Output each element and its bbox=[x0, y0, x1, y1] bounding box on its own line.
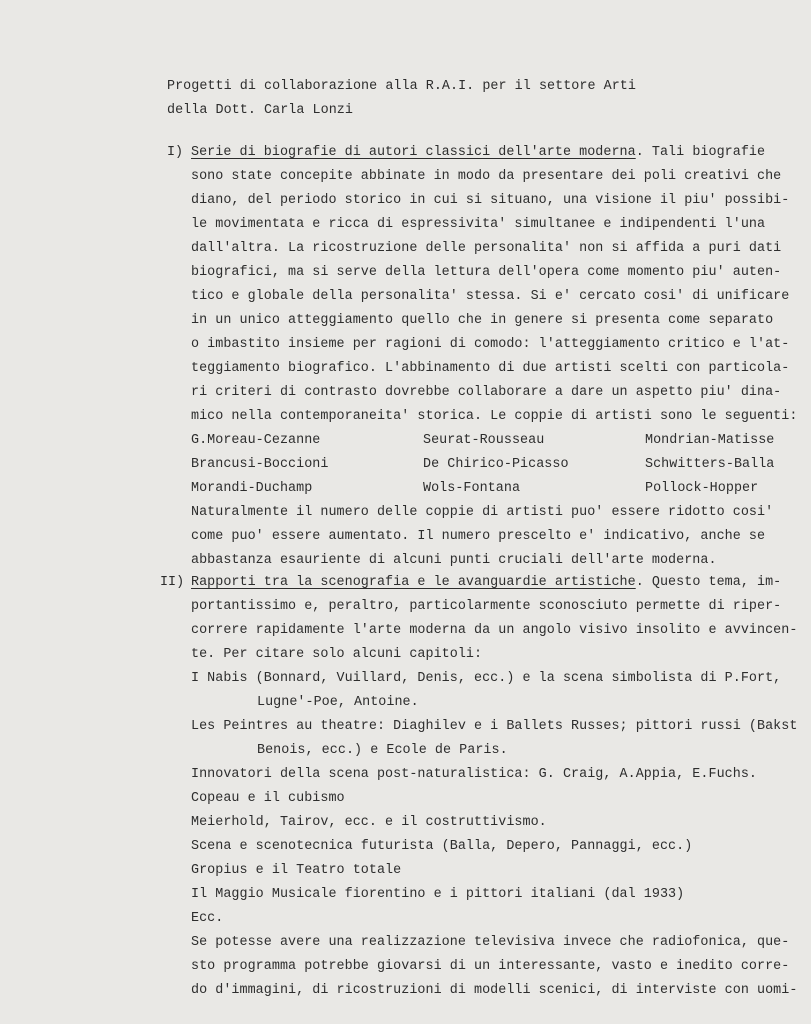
artist-pair: Pollock-Hopper bbox=[645, 481, 759, 496]
section-1-closing-line: Naturalmente il numero delle coppie di artisti puo' essere ridotto cosi' bbox=[191, 505, 774, 520]
section-2-title: Rapporti tra la scenografia e le avanguardie artistiche bbox=[191, 575, 636, 590]
chapter-item: Meierhold, Tairov, ecc. e il costruttivismo. bbox=[191, 815, 547, 830]
artist-pair: Schwitters-Balla bbox=[645, 457, 775, 472]
chapter-item-continuation: Lugne'-Poe, Antoine. bbox=[257, 695, 419, 710]
section-1-line: biografici, ma si serve della lettura dell'opera come momento piu' auten- bbox=[191, 265, 782, 280]
section-2-number: II) bbox=[160, 575, 185, 590]
chapter-item: Les Peintres au theatre: Diaghilev e i Ballets Russes; pittori russi (Bakst bbox=[191, 719, 798, 734]
section-1-line: o imbastito insieme per ragioni di comodo: l'atteggiamento critico e l'at- bbox=[191, 337, 790, 352]
chapter-item: Copeau e il cubismo bbox=[191, 791, 345, 806]
header-line-2: della Dott. Carla Lonzi bbox=[167, 103, 353, 118]
section-2-closing-line: Se potesse avere una realizzazione televisiva invece che radiofonica, que- bbox=[191, 935, 790, 950]
section-2-title-line bbox=[191, 575, 781, 591]
chapter-item-continuation: Benois, ecc.) e Ecole de Paris. bbox=[257, 743, 508, 758]
chapter-item: Scena e scenotecnica futurista (Balla, Depero, Pannaggi, ecc.) bbox=[191, 839, 693, 854]
section-1-title: Serie di biografie di autori classici dell'arte moderna bbox=[191, 145, 636, 160]
section-1-line: teggiamento biografico. L'abbinamento di due artisti scelti con particola- bbox=[191, 361, 790, 376]
section-2-line: portantissimo e, peraltro, particolarmente sconosciuto permette di riper- bbox=[191, 599, 782, 614]
section-1-title-line bbox=[191, 145, 765, 161]
section-2-closing-line: do d'immagini, di ricostruzioni di modelli scenici, di interviste con uomi- bbox=[191, 983, 798, 998]
section-1-line: in un unico atteggiamento quello che in genere si presenta come separato bbox=[191, 313, 774, 328]
section-1-line: ri criteri di contrasto dovrebbe collaborare a dare un aspetto piu' dina- bbox=[191, 385, 782, 400]
section-1-closing-line: come puo' essere aumentato. Il numero prescelto e' indicativo, anche se bbox=[191, 529, 766, 544]
section-2-line: te. Per citare solo alcuni capitoli: bbox=[191, 647, 483, 662]
section-1-line: mico nella contemporaneita' storica. Le coppie di artisti sono le seguenti: bbox=[191, 409, 798, 424]
section-1-line: dall'altra. La ricostruzione delle personalita' non si affida a puri dati bbox=[191, 241, 782, 256]
section-1-number: I) bbox=[167, 145, 184, 160]
section-1-line: sono state concepite abbinate in modo da presentare dei poli creativi che bbox=[191, 169, 782, 184]
chapter-item: I Nabis (Bonnard, Vuillard, Denis, ecc.) e la scena simbolista di P.Fort, bbox=[191, 671, 782, 686]
chapter-item: Il Maggio Musicale fiorentino e i pittori italiani (dal 1933) bbox=[191, 887, 685, 902]
section-1-line: diano, del periodo storico in cui si situano, una visione il piu' possibi- bbox=[191, 193, 790, 208]
artist-pair: De Chirico-Picasso bbox=[423, 457, 569, 472]
artist-pair: Wols-Fontana bbox=[423, 481, 521, 496]
artist-pair: Brancusi-Boccioni bbox=[191, 457, 329, 472]
section-2-title-tail: . Questo tema, im- bbox=[635, 575, 782, 590]
section-1-line: le movimentata e ricca di espressivita' simultanee e indipendenti l'una bbox=[191, 217, 766, 232]
artist-pair: G.Moreau-Cezanne bbox=[191, 433, 321, 448]
chapter-item: Innovatori della scena post-naturalistica: G. Craig, A.Appia, E.Fuchs. bbox=[191, 767, 757, 782]
section-1-closing-line: abbastanza esauriente di alcuni punti cruciali dell'arte moderna. bbox=[191, 553, 717, 568]
section-2-closing-line: sto programma potrebbe giovarsi di un interessante, vasto e inedito corre- bbox=[191, 959, 790, 974]
artist-pair: Seurat-Rousseau bbox=[423, 433, 545, 448]
artist-pair: Mondrian-Matisse bbox=[645, 433, 775, 448]
section-1-title-tail: . Tali biografie bbox=[635, 145, 766, 160]
artist-pair: Morandi-Duchamp bbox=[191, 481, 313, 496]
section-1-line: tico e globale della personalita' stessa. Si e' cercato cosi' di unificare bbox=[191, 289, 790, 304]
chapter-item: Ecc. bbox=[191, 911, 224, 926]
chapter-item: Gropius e il Teatro totale bbox=[191, 863, 402, 878]
section-2-line: correre rapidamente l'arte moderna da un angolo visivo insolito e avvincen- bbox=[191, 623, 798, 638]
header-line-1: Progetti di collaborazione alla R.A.I. per il settore Arti bbox=[167, 79, 636, 94]
